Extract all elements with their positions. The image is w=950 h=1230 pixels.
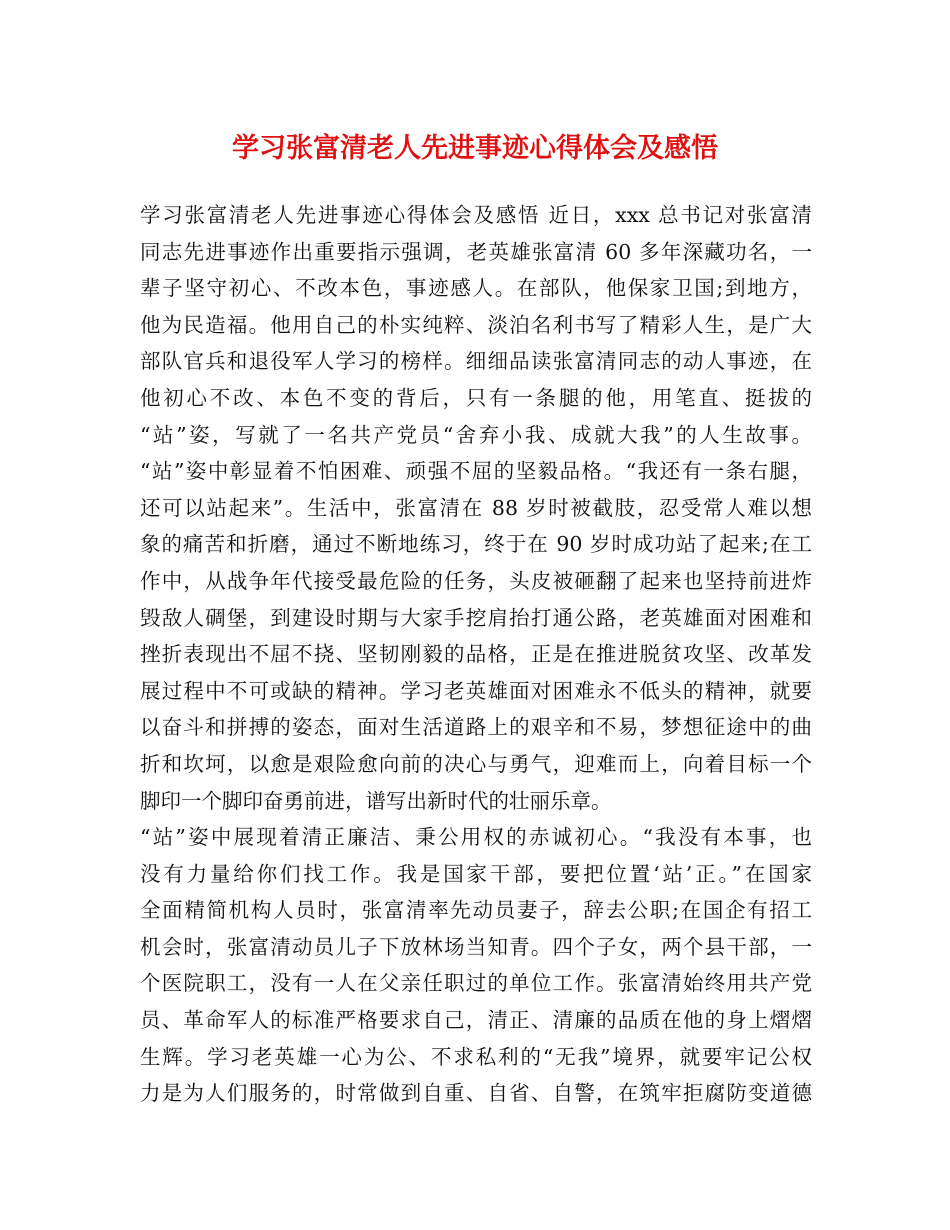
body-text-line: 力是为人们服务的，时常做到自重、自省、自警，在筑牢拒腐防变道德	[140, 1081, 812, 1106]
body-text-line: 机会时，张富清动员儿子下放林场当知青。四个子女，两个县干部，一	[140, 934, 812, 959]
body-text-line: 他为民造福。他用自己的朴实纯粹、淡泊名利书写了精彩人生，是广大	[140, 312, 812, 337]
body-text-line: 折和坎坷，以愈是艰险愈向前的决心与勇气，迎难而上，向着目标一个	[140, 751, 812, 776]
body-text-line: “站”姿，写就了一名共产党员“舍弃小我、成就大我”的人生故事。	[140, 422, 812, 447]
document-body	[140, 197, 812, 1112]
body-text-line: 全面精简机构人员时，张富清率先动员妻子，辞去公职;在国企有招工	[140, 898, 812, 923]
body-text-line: 个医院职工，没有一人在父亲任职过的单位工作。张富清始终用共产党	[140, 971, 812, 996]
body-text-line: 挫折表现出不屈不挠、坚韧刚毅的品格，正是在推进脱贫攻坚、改革发	[140, 642, 812, 667]
body-text-line: 部队官兵和退役军人学习的榜样。细细品读张富清同志的动人事迹，在	[140, 349, 812, 374]
body-text-line: 展过程中不可或缺的精神。学习老英雄面对困难永不低头的精神，就要	[140, 678, 812, 703]
body-text-line: 生辉。学习老英雄一心为公、不求私利的“无我”境界，就要牢记公权	[140, 1044, 812, 1069]
body-text-line: 没有力量给你们找工作。我是国家干部，要把位置‘站’正。”在国家	[140, 861, 812, 886]
body-text-line: 毁敌人碉堡，到建设时期与大家手挖肩抬打通公路，老英雄面对困难和	[140, 605, 812, 630]
body-text-line: 还可以站起来”。生活中，张富清在 88 岁时被截肢，忍受常人难以想	[140, 495, 812, 520]
body-text-line: 他初心不改、本色不变的背后，只有一条腿的他，用笔直、挺拔的	[140, 385, 812, 410]
body-text-line: “站”姿中展现着清正廉洁、秉公用权的赤诚初心。“我没有本事，也	[140, 825, 812, 850]
body-text-line: 作中，从战争年代接受最危险的任务，头皮被砸翻了起来也坚持前进炸	[140, 568, 812, 593]
document-title: 学习张富清老人先进事迹心得体会及感悟	[232, 133, 718, 164]
body-text-line: “站”姿中彰显着不怕困难、顽强不屈的坚毅品格。“我还有一条右腿，	[140, 459, 812, 484]
body-text-line: 辈子坚守初心、不改本色，事迹感人。在部队，他保家卫国;到地方，	[140, 276, 812, 301]
body-text-line: 员、革命军人的标准严格要求自己，清正、清廉的品质在他的身上熠熠	[140, 1008, 812, 1033]
body-text-line: 以奋斗和拼搏的姿态，面对生活道路上的艰辛和不易，梦想征途中的曲	[140, 715, 812, 740]
body-text-line: 脚印一个脚印奋勇前进，谱写出新时代的壮丽乐章。	[140, 788, 612, 813]
body-text-line: 学习张富清老人先进事迹心得体会及感悟 近日，xxx 总书记对张富清	[140, 203, 812, 227]
body-text-line: 同志先进事迹作出重要指示强调，老英雄张富清 60 多年深藏功名，一	[140, 239, 812, 264]
body-text-line: 象的痛苦和折磨，通过不断地练习，终于在 90 岁时成功站了起来;在工	[140, 532, 812, 557]
